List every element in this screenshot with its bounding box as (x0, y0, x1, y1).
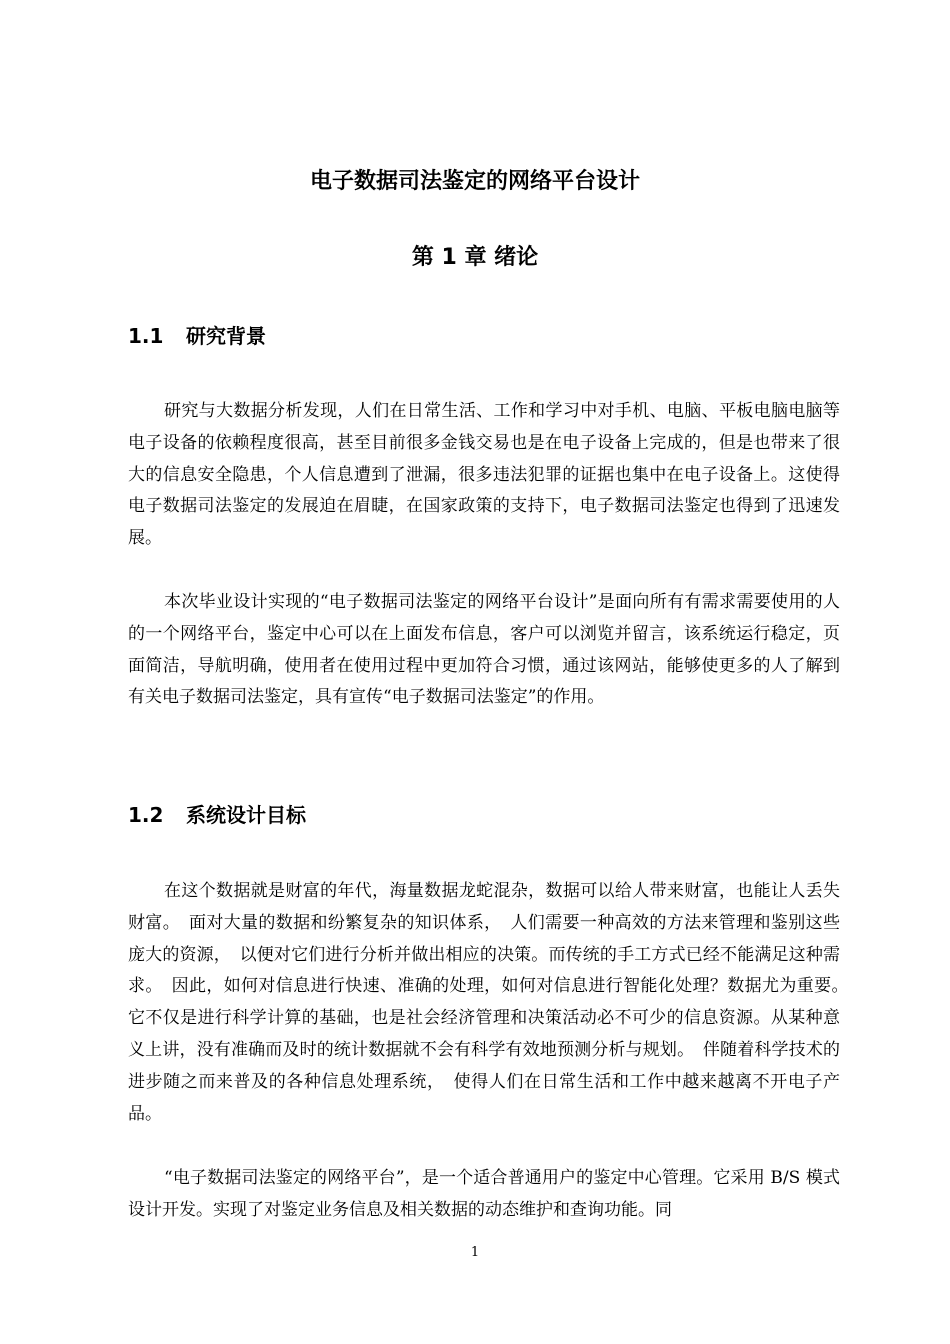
document-title: 电子数据司法鉴定的网络平台设计 (309, 169, 640, 194)
chapter-heading: 第 1 章 绪论 (411, 245, 539, 270)
section-title: 系统设计目标 (186, 803, 306, 827)
paragraph: 在这个数据就是财富的年代，海量数据龙蛇混杂，数据可以给人带来财富，也能让人丢失财富。 面对大量的数据和纷繁复杂的知识体系， 人们需要一种高效的方法来管理和鉴别这些庞大的资源， 以便对它们进行分析并做出相应的决策。而传统的手工方式已经不能满足这种需求。 因此，如何对信息进行快速、准确的处理，如何对信息进行智能化处理？数据尤为重要。 它不仅是进行科学计算的基础，也是社会经济管理和决策活动必不可少的信息资源。从某种意义上讲，没有准确而及时的统计数据就不会有科学有效地预测分析与规划。 伴随着科学技术的进步随之而来普及的各种信息处理系统， 使得人们在日常生活和工作中越来越离不开电子产品。 (128, 881, 857, 1124)
section-title: 研究背景 (186, 324, 266, 348)
section-number: 1.2 (128, 803, 164, 827)
page-number: 1 (470, 1245, 480, 1260)
section-number: 1.1 (128, 324, 164, 348)
section-heading-1-1 (128, 321, 266, 351)
paragraph: 本次毕业设计实现的“电子数据司法鉴定的网络平台设计”是面向所有有需求需要使用的人的一个网络平台，鉴定中心可以在上面发布信息，客户可以浏览并留言，该系统运行稳定，页面简洁，导航明确，使用者在使用过程中更加符合习惯，通过该网站，能够使更多的人了解到有关电子数据司法鉴定，具有宣传“电子数据司法鉴定”的作用。 (128, 592, 840, 708)
section-heading-1-2 (128, 800, 306, 830)
paragraph: “电子数据司法鉴定的网络平台”，是一个适合普通用户的鉴定中心管理。它采用 B/S 模式设计开发。实现了对鉴定业务信息及相关数据的动态维护和查询功能。同 (128, 1168, 840, 1220)
paragraph: 研究与大数据分析发现，人们在日常生活、工作和学习中对手机、电脑、平板电脑电脑等电子设备的依赖程度很高，甚至目前很多金钱交易也是在电子设备上完成的，但是也带来了很大的信息安全隐患，个人信息遭到了泄漏，很多违法犯罪的证据也集中在电子设备上。这使得电子数据司法鉴定的发展迫在眉睫，在国家政策的支持下，电子数据司法鉴定也得到了迅速发展。 (128, 401, 840, 549)
